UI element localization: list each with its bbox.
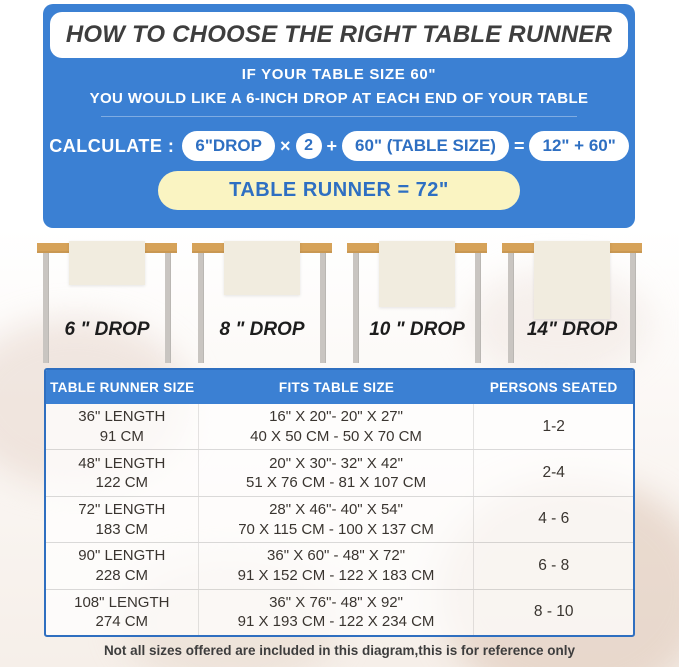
fits-inches: 20" X 30"- 32" X 42" [269,454,403,472]
subtitle-line-1: IF YOUR TABLE SIZE 60" [241,66,437,83]
fits-table-cell [199,404,475,449]
persons-seated-cell: 8 - 10 [533,603,574,621]
runner-size-inches: 36" LENGTH [78,408,166,426]
runner-size-cell [46,590,199,635]
runner-size-cm: 183 CM [95,520,149,538]
fits-cm: 91 X 193 CM - 122 X 234 CM [237,613,435,631]
runner-size-cm: 274 CM [95,613,149,631]
runner-size-cm: 228 CM [95,566,149,584]
equals-sign: = [513,135,525,156]
fits-inches: 28" X 46"- 40" X 54" [269,501,403,519]
disclaimer-footnote: Not all sizes offered are included in this diagram,this is for reference only [103,643,576,658]
runner-size-inches: 90" LENGTH [78,547,166,565]
table-leg [630,253,636,363]
drop-figure-10 [346,237,488,365]
fits-cm: 51 X 76 CM - 81 X 107 CM [246,474,427,492]
subtitle [43,66,635,107]
fits-cm: 91 X 152 CM - 122 X 183 CM [237,566,435,584]
fits-table-cell [199,543,475,588]
calculation-formula [43,128,635,164]
plus-sign: + [326,135,338,156]
fits-cm: 70 X 115 CM - 100 X 137 CM [238,520,434,538]
drop-value-pill: 6"DROP [182,131,275,161]
runner-size-cell [46,404,199,449]
multiplier-circle: 2 [296,133,322,159]
persons-seated-cell: 4 - 6 [538,510,570,528]
drop-label: 6 " DROP [64,319,150,340]
fits-inches: 36" X 60" - 48" X 72" [267,547,406,565]
table-leg [475,253,481,363]
fits-table-cell [199,450,475,495]
drop-label: 10 " DROP [369,319,465,340]
table-row [46,404,633,449]
table-leg [198,253,204,363]
calculate-label: CALCULATE : [49,135,175,156]
table-row [46,496,633,542]
persons-seated-cell: 2-4 [542,464,565,482]
fits-inches: 36" X 76"- 48" X 92" [269,593,403,611]
title-banner [50,12,628,58]
page-title: HOW TO CHOOSE THE RIGHT TABLE RUNNER [65,21,613,48]
subtitle-line-2: YOU WOULD LIKE A 6-INCH DROP AT EACH END OF YOUR TABLE [89,90,589,107]
column-header-runner-size: TABLE RUNNER SIZE [50,379,195,395]
drop-label: 8 " DROP [219,319,305,340]
divider [101,116,577,117]
runner-size-inches: 48" LENGTH [78,454,166,472]
runner-size-inches: 108" LENGTH [74,593,170,611]
runner-size-cell [46,497,199,542]
fits-table-cell [199,590,475,635]
drop-illustrations [36,237,643,365]
runner-size-inches: 72" LENGTH [78,501,166,519]
fits-table-cell [199,497,475,542]
table-leg [353,253,359,363]
fits-inches: 16" X 20"- 20" X 27" [269,408,403,426]
drop-figure-8 [191,237,333,365]
persons-seated-cell: 1-2 [542,417,565,435]
table-row [46,589,633,635]
table-leg [165,253,171,363]
sum-pill: 12" + 60" [529,131,628,161]
persons-seated-cell: 6 - 8 [538,556,570,574]
result-pill: TABLE RUNNER = 72" [158,171,520,210]
runner-size-cell [46,543,199,588]
drop-figure-14 [501,237,643,365]
runner-drape [379,241,455,307]
column-header-persons: PERSONS SEATED [489,379,618,395]
drop-figure-6 [36,237,178,365]
fits-cm: 40 X 50 CM - 50 X 70 CM [250,427,422,445]
table-leg [43,253,49,363]
table-header-row [46,370,633,404]
table-size-pill: 60" (TABLE SIZE) [342,131,509,161]
table-leg [508,253,514,363]
hero-panel [43,4,635,228]
runner-drape [69,241,145,285]
runner-size-cm: 91 CM [99,427,144,445]
runner-drape [534,241,610,319]
size-reference-table [44,368,635,637]
drop-label: 14" DROP [526,319,618,340]
runner-size-cm: 122 CM [95,474,149,492]
runner-drape [224,241,300,295]
table-leg [320,253,326,363]
multiply-sign: × [280,135,291,156]
table-row [46,449,633,495]
column-header-fits-table: FITS TABLE SIZE [278,379,395,395]
runner-size-cell [46,450,199,495]
table-body [46,404,633,635]
table-row [46,542,633,588]
